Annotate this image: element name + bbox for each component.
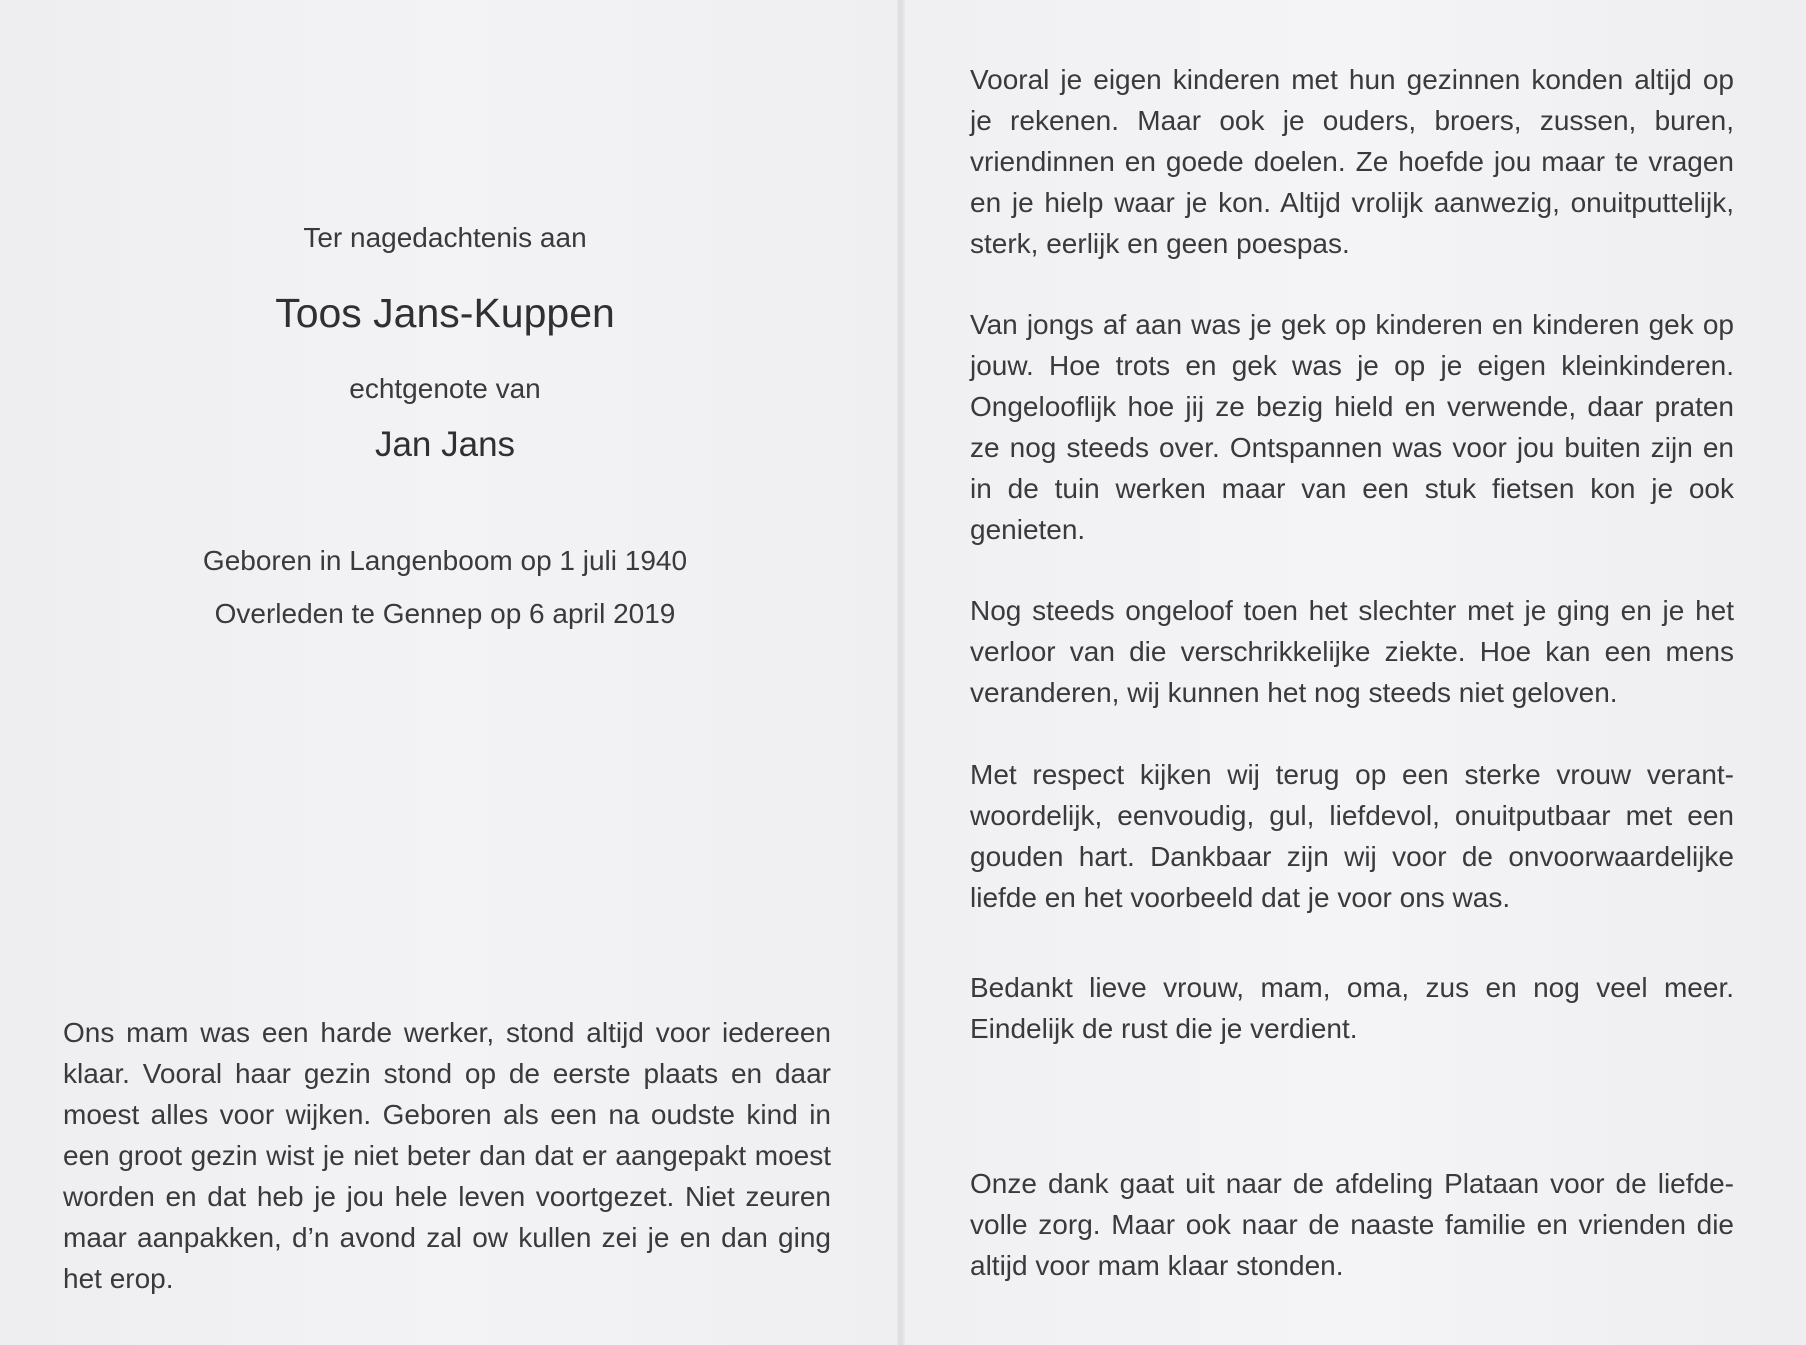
birth-info: Geboren in Langenboom op 1 juli 1940 (202, 545, 688, 576)
tribute-paragraph-3: Nog steeds ongeloof toen het slechter met je ging en je het verloor van die verschrikkelijke ziekte. Hoe kan een mens veranderen, wij kunnen het nog steeds niet geloven. (970, 595, 1734, 708)
death-info: Overleden te Gennep op 6 april 2019 (214, 598, 676, 629)
deceased-name: Toos Jans-Kuppen (275, 290, 615, 336)
thanks-paragraph: Bedankt lieve vrouw, mam, oma, zus en nog veel meer. Eindelijk de rust die je verdient. (970, 972, 1734, 1044)
tribute-paragraph: Ons mam was een harde werker, stond altijd voor iedereen klaar. Vooral haar gezin stond op de eerste plaats en daar moest alles voor wijken. Geboren als een na oudste kind in een groot gezin wist je niet beter dan dat er aangepakt moest worden en dat heb je jou hele leven voortgezet. Niet zeuren maar aanpakken, d’n avond zal ow kullen zei je en dan ging het erop. (63, 1017, 831, 1294)
acknowledgement-paragraph: Onze dank gaat uit naar de afdeling Plataan voor de liefdevolle zorg. Maar ook naar de naaste familie en vrienden die altijd voor mam klaar stonden. (970, 1168, 1734, 1281)
intro-text: Ter nagedachtenis aan (303, 222, 587, 253)
tribute-paragraph-1: Vooral je eigen kinderen met hun gezinnen konden altijd op je rekenen. Maar ook je ouders, broers, zussen, buren, vriendinnen en goede doelen. Ze hoefde jou maar te vragen en je hielp waar je kon. Altijd vrolijk aanwezig, onuitputtelijk, sterk, eerlijk en geen poespas. (970, 64, 1734, 259)
left-panel (0, 0, 897, 1345)
spouse-label: echtgenote van (349, 373, 541, 404)
spouse-name: Jan Jans (374, 425, 516, 464)
tribute-paragraph-4: Met respect kijken wij terug op een sterke vrouw verantwoordelijk, eenvoudig, gul, liefdevol, onuitputbaar met een gouden hart. Dankbaar zijn wij voor de onvoorwaardelijke liefde en het voorbeeld dat je voor ons was. (970, 759, 1734, 913)
card-fold (897, 0, 905, 1345)
tribute-paragraph-2: Van jongs af aan was je gek op kinderen en kinderen gek op jouw. Hoe trots en gek was je op je eigen kleinkinderen. Ongelooflijk hoe jij ze bezig hield en verwende, daar praten ze nog steeds over. Ontspannen was voor jou buiten zijn en in de tuin werken maar van een stuk fietsen kon je ook genieten. (970, 309, 1734, 545)
